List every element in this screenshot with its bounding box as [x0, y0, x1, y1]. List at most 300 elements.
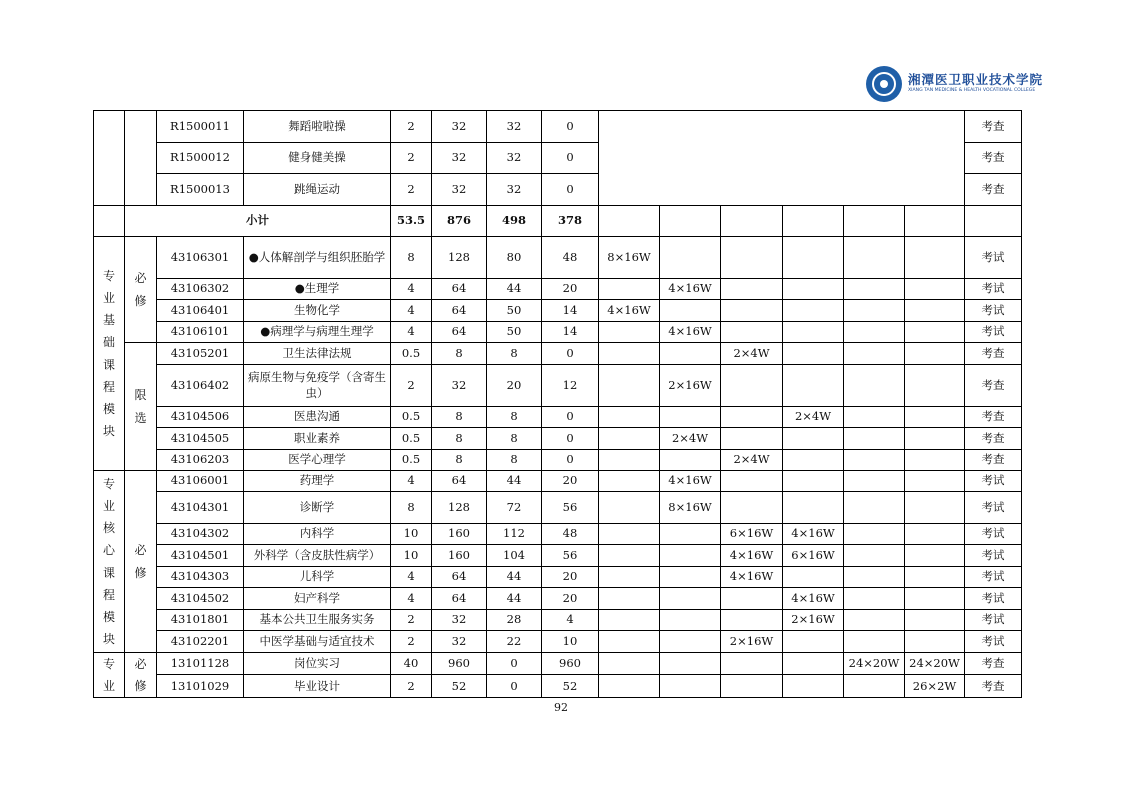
table-row	[94, 428, 1022, 450]
assessment: 考查	[965, 343, 1022, 365]
subtotal-row	[94, 206, 1022, 237]
course-name: 卫生法律法规	[244, 343, 391, 365]
course-name: 内科学	[244, 524, 391, 545]
credit: 4	[391, 471, 432, 492]
course-code: R1500013	[157, 174, 244, 206]
course-name: ●生理学	[244, 279, 391, 300]
semester-5	[844, 567, 905, 588]
course-name: 毕业设计	[244, 675, 391, 698]
college-name-cn: 湘潭医卫职业技术学院	[908, 71, 1044, 87]
course-name: 病原生物与免疫学（含寄生虫）	[244, 365, 391, 407]
course-code: R1500012	[157, 143, 244, 174]
total-hours: 8	[432, 450, 487, 471]
semester-6	[905, 492, 965, 524]
theory-hours: 32	[487, 143, 542, 174]
semester-3	[721, 279, 783, 300]
semester-2	[660, 450, 721, 471]
course-code: 43104301	[157, 492, 244, 524]
type-label-required: 必修	[125, 237, 157, 343]
semester-2: 4×16W	[660, 471, 721, 492]
theory-hours: 50	[487, 300, 542, 322]
table-row	[94, 300, 1022, 322]
semester-2: 4×16W	[660, 279, 721, 300]
table-row	[94, 567, 1022, 588]
course-name: 生物化学	[244, 300, 391, 322]
credit: 2	[391, 143, 432, 174]
credit: 4	[391, 567, 432, 588]
course-code: 43104506	[157, 407, 244, 428]
semester-6: 26×2W	[905, 675, 965, 698]
theory-hours: 32	[487, 174, 542, 206]
semester-6	[905, 567, 965, 588]
semester-1	[599, 279, 660, 300]
table-row	[94, 279, 1022, 300]
semester-2: 8×16W	[660, 492, 721, 524]
semester-3	[721, 675, 783, 698]
course-code: 43101801	[157, 610, 244, 631]
semester-1	[599, 343, 660, 365]
course-code: 43105201	[157, 343, 244, 365]
practice-hours: 4	[542, 610, 599, 631]
semester-5	[844, 492, 905, 524]
credit: 40	[391, 653, 432, 675]
credit: 0.5	[391, 428, 432, 450]
practice-hours: 0	[542, 111, 599, 143]
semester-2	[660, 675, 721, 698]
semester-6	[905, 322, 965, 343]
semester-3	[721, 492, 783, 524]
semester-3: 4×16W	[721, 545, 783, 567]
semester-5	[844, 237, 905, 279]
course-code: 43106101	[157, 322, 244, 343]
course-name: ●人体解剖学与组织胚胎学	[244, 237, 391, 279]
theory-hours: 80	[487, 237, 542, 279]
semester-4	[783, 428, 844, 450]
semester-4: 4×16W	[783, 588, 844, 610]
course-code: 43106001	[157, 471, 244, 492]
semester-4: 4×16W	[783, 524, 844, 545]
total-hours: 64	[432, 300, 487, 322]
semester-1: 4×16W	[599, 300, 660, 322]
table-row	[94, 365, 1022, 407]
total-hours: 32	[432, 610, 487, 631]
semester-1	[599, 428, 660, 450]
semester-3	[721, 610, 783, 631]
semester-5	[844, 631, 905, 653]
theory-hours: 8	[487, 450, 542, 471]
module-label-practice: 专业	[94, 653, 125, 698]
course-name: 舞蹈啦啦操	[244, 111, 391, 143]
semester-4	[783, 567, 844, 588]
semester-4	[783, 279, 844, 300]
theory-hours: 112	[487, 524, 542, 545]
assessment: 考试	[965, 567, 1022, 588]
table-row	[94, 653, 1022, 675]
semester-1	[599, 610, 660, 631]
semester-1: 8×16W	[599, 237, 660, 279]
credit: 2	[391, 675, 432, 698]
semester-6	[905, 588, 965, 610]
assessment: 考查	[965, 653, 1022, 675]
semester-6	[905, 407, 965, 428]
practice-hours: 56	[542, 492, 599, 524]
table-row	[94, 610, 1022, 631]
credit: 10	[391, 524, 432, 545]
course-code: 43106301	[157, 237, 244, 279]
assessment: 考试	[965, 279, 1022, 300]
semester-5	[844, 343, 905, 365]
semester-3	[721, 365, 783, 407]
subtotal-practice: 378	[542, 206, 599, 237]
semester-4	[783, 450, 844, 471]
curriculum-table	[93, 110, 1022, 698]
semester-4: 2×4W	[783, 407, 844, 428]
credit: 0.5	[391, 450, 432, 471]
total-hours: 160	[432, 545, 487, 567]
course-code: 43104303	[157, 567, 244, 588]
semester-4	[783, 492, 844, 524]
course-code: 43106402	[157, 365, 244, 407]
practice-hours: 20	[542, 279, 599, 300]
semester-3	[721, 237, 783, 279]
theory-hours: 104	[487, 545, 542, 567]
semester-1	[599, 675, 660, 698]
course-name: ●病理学与病理生理学	[244, 322, 391, 343]
semester-2: 4×16W	[660, 322, 721, 343]
semester-2: 2×16W	[660, 365, 721, 407]
theory-hours: 44	[487, 588, 542, 610]
subtotal-blank	[94, 206, 125, 237]
page-number: 92	[554, 701, 568, 714]
table-row	[94, 545, 1022, 567]
table-row	[94, 492, 1022, 524]
semester-1	[599, 471, 660, 492]
course-name: 中医学基础与适宜技术	[244, 631, 391, 653]
credit: 2	[391, 610, 432, 631]
credit: 0.5	[391, 407, 432, 428]
assessment: 考试	[965, 492, 1022, 524]
semester-2	[660, 567, 721, 588]
module-label-basic: 专业基础课程模块	[94, 237, 125, 471]
semester-5	[844, 407, 905, 428]
semester-1	[599, 407, 660, 428]
theory-hours: 28	[487, 610, 542, 631]
credit: 2	[391, 365, 432, 407]
semester-4: 6×16W	[783, 545, 844, 567]
college-logo	[866, 66, 1043, 102]
course-code: 43106401	[157, 300, 244, 322]
table-row	[94, 322, 1022, 343]
theory-hours: 44	[487, 471, 542, 492]
subtotal-theory: 498	[487, 206, 542, 237]
course-name: 岗位实习	[244, 653, 391, 675]
table-row	[94, 450, 1022, 471]
table-row	[94, 343, 1022, 365]
assessment: 考查	[965, 111, 1022, 143]
semester-5	[844, 450, 905, 471]
course-name: 诊断学	[244, 492, 391, 524]
course-code: 43104501	[157, 545, 244, 567]
theory-hours: 32	[487, 111, 542, 143]
credit: 10	[391, 545, 432, 567]
college-emblem-icon	[866, 66, 902, 102]
practice-hours: 52	[542, 675, 599, 698]
semester-2	[660, 631, 721, 653]
semester-5	[844, 428, 905, 450]
practice-hours: 0	[542, 174, 599, 206]
assessment: 考查	[965, 365, 1022, 407]
subtotal-label: 小计	[125, 206, 391, 237]
semester-6: 24×20W	[905, 653, 965, 675]
theory-hours: 22	[487, 631, 542, 653]
semester-1	[599, 653, 660, 675]
semester-4	[783, 300, 844, 322]
semester-2	[660, 343, 721, 365]
semester-4: 2×16W	[783, 610, 844, 631]
practice-hours: 20	[542, 588, 599, 610]
semester-2	[660, 407, 721, 428]
type-cell-blank	[125, 111, 157, 206]
semester-4	[783, 675, 844, 698]
subtotal-total: 876	[432, 206, 487, 237]
semester-5	[844, 471, 905, 492]
theory-hours: 8	[487, 343, 542, 365]
credit: 2	[391, 174, 432, 206]
practice-hours: 48	[542, 524, 599, 545]
type-label-required: 必修	[125, 471, 157, 653]
semester-2	[660, 545, 721, 567]
course-code: 43104502	[157, 588, 244, 610]
semester-1	[599, 631, 660, 653]
practice-hours: 0	[542, 407, 599, 428]
assessment: 考查	[965, 450, 1022, 471]
subtotal-credit: 53.5	[391, 206, 432, 237]
semester-2	[660, 237, 721, 279]
credit: 8	[391, 492, 432, 524]
semester-2	[660, 524, 721, 545]
total-hours: 8	[432, 428, 487, 450]
course-code: 43104505	[157, 428, 244, 450]
semester-5	[844, 588, 905, 610]
practice-hours: 48	[542, 237, 599, 279]
practice-hours: 14	[542, 300, 599, 322]
total-hours: 8	[432, 343, 487, 365]
theory-hours: 8	[487, 428, 542, 450]
semester-2: 2×4W	[660, 428, 721, 450]
assessment: 考试	[965, 322, 1022, 343]
credit: 4	[391, 300, 432, 322]
course-name: 外科学（含皮肤性病学）	[244, 545, 391, 567]
semester-6	[905, 610, 965, 631]
semester-1	[599, 365, 660, 407]
semester-4	[783, 322, 844, 343]
assessment: 考试	[965, 300, 1022, 322]
assessment: 考查	[965, 407, 1022, 428]
course-code: 13101128	[157, 653, 244, 675]
practice-hours: 56	[542, 545, 599, 567]
table-row	[94, 631, 1022, 653]
assessment: 考试	[965, 237, 1022, 279]
assessment: 考试	[965, 610, 1022, 631]
theory-hours: 72	[487, 492, 542, 524]
semester-5	[844, 675, 905, 698]
semester-6	[905, 524, 965, 545]
module-cell-blank	[94, 111, 125, 206]
semester-1	[599, 524, 660, 545]
table-row	[94, 237, 1022, 279]
practice-hours: 0	[542, 343, 599, 365]
course-code: 13101029	[157, 675, 244, 698]
semester-6	[905, 343, 965, 365]
semester-5	[844, 365, 905, 407]
semester-5	[844, 322, 905, 343]
semester-5	[844, 300, 905, 322]
semester-4	[783, 471, 844, 492]
semester-1	[599, 492, 660, 524]
course-name: 基本公共卫生服务实务	[244, 610, 391, 631]
total-hours: 32	[432, 143, 487, 174]
theory-hours: 50	[487, 322, 542, 343]
semester-3: 4×16W	[721, 567, 783, 588]
semester-4	[783, 237, 844, 279]
module-label-core: 专业核心课程模块	[94, 471, 125, 653]
credit: 4	[391, 279, 432, 300]
assessment: 考试	[965, 545, 1022, 567]
theory-hours: 20	[487, 365, 542, 407]
theory-hours: 44	[487, 567, 542, 588]
table-row	[94, 111, 1022, 143]
total-hours: 64	[432, 471, 487, 492]
practice-hours: 0	[542, 428, 599, 450]
table-row	[94, 407, 1022, 428]
total-hours: 32	[432, 174, 487, 206]
semester-1	[599, 588, 660, 610]
semester-1	[599, 322, 660, 343]
semester-5	[844, 610, 905, 631]
semester-3: 2×4W	[721, 450, 783, 471]
course-name: 健身健美操	[244, 143, 391, 174]
credit: 0.5	[391, 343, 432, 365]
semester-5	[844, 524, 905, 545]
credit: 2	[391, 631, 432, 653]
theory-hours: 0	[487, 653, 542, 675]
assessment: 考试	[965, 588, 1022, 610]
semester-3: 2×4W	[721, 343, 783, 365]
semester-2	[660, 300, 721, 322]
course-code: R1500011	[157, 111, 244, 143]
course-name: 跳绳运动	[244, 174, 391, 206]
course-name: 医患沟通	[244, 407, 391, 428]
course-code: 43106203	[157, 450, 244, 471]
assessment: 考查	[965, 143, 1022, 174]
semester-3: 2×16W	[721, 631, 783, 653]
practice-hours: 20	[542, 471, 599, 492]
semester-6	[905, 471, 965, 492]
practice-hours: 0	[542, 143, 599, 174]
semester-6	[905, 300, 965, 322]
total-hours: 52	[432, 675, 487, 698]
semester-6	[905, 450, 965, 471]
college-name-en: XIANG TAN MEDICINE & HEALTH VOCATIONAL COLLEGE	[908, 88, 1036, 94]
total-hours: 64	[432, 567, 487, 588]
credit: 2	[391, 111, 432, 143]
course-name: 妇产科学	[244, 588, 391, 610]
semester-5	[844, 545, 905, 567]
total-hours: 64	[432, 322, 487, 343]
course-name: 职业素养	[244, 428, 391, 450]
type-label-elective: 限选	[125, 343, 157, 471]
total-hours: 32	[432, 111, 487, 143]
total-hours: 64	[432, 279, 487, 300]
theory-hours: 8	[487, 407, 542, 428]
semester-6	[905, 631, 965, 653]
semester-2	[660, 588, 721, 610]
semester-1	[599, 545, 660, 567]
credit: 4	[391, 588, 432, 610]
practice-hours: 960	[542, 653, 599, 675]
practice-hours: 14	[542, 322, 599, 343]
practice-hours: 20	[542, 567, 599, 588]
semester-3: 6×16W	[721, 524, 783, 545]
semester-4	[783, 653, 844, 675]
semester-4	[783, 343, 844, 365]
semester-5	[844, 279, 905, 300]
semester-6	[905, 365, 965, 407]
semester-4	[783, 365, 844, 407]
semester-6	[905, 428, 965, 450]
assessment: 考查	[965, 174, 1022, 206]
table-row	[94, 524, 1022, 545]
practice-hours: 0	[542, 450, 599, 471]
course-code: 43106302	[157, 279, 244, 300]
semester-3	[721, 407, 783, 428]
table-row	[94, 675, 1022, 698]
course-name: 医学心理学	[244, 450, 391, 471]
table-row	[94, 588, 1022, 610]
theory-hours: 0	[487, 675, 542, 698]
semester-3	[721, 653, 783, 675]
semester-3	[721, 300, 783, 322]
semester-3	[721, 588, 783, 610]
semester-merged-blank	[599, 111, 965, 206]
semester-2	[660, 653, 721, 675]
total-hours: 128	[432, 237, 487, 279]
total-hours: 160	[432, 524, 487, 545]
semester-3	[721, 322, 783, 343]
practice-hours: 12	[542, 365, 599, 407]
assessment: 考试	[965, 524, 1022, 545]
assessment: 考试	[965, 471, 1022, 492]
semester-1	[599, 567, 660, 588]
practice-hours: 10	[542, 631, 599, 653]
semester-3	[721, 471, 783, 492]
semester-2	[660, 610, 721, 631]
semester-5: 24×20W	[844, 653, 905, 675]
credit: 4	[391, 322, 432, 343]
semester-1	[599, 450, 660, 471]
assessment: 考试	[965, 631, 1022, 653]
assessment: 考查	[965, 428, 1022, 450]
total-hours: 32	[432, 631, 487, 653]
assessment: 考查	[965, 675, 1022, 698]
course-name: 儿科学	[244, 567, 391, 588]
type-label-required: 必修	[125, 653, 157, 698]
theory-hours: 44	[487, 279, 542, 300]
semester-6	[905, 545, 965, 567]
total-hours: 32	[432, 365, 487, 407]
total-hours: 128	[432, 492, 487, 524]
total-hours: 960	[432, 653, 487, 675]
